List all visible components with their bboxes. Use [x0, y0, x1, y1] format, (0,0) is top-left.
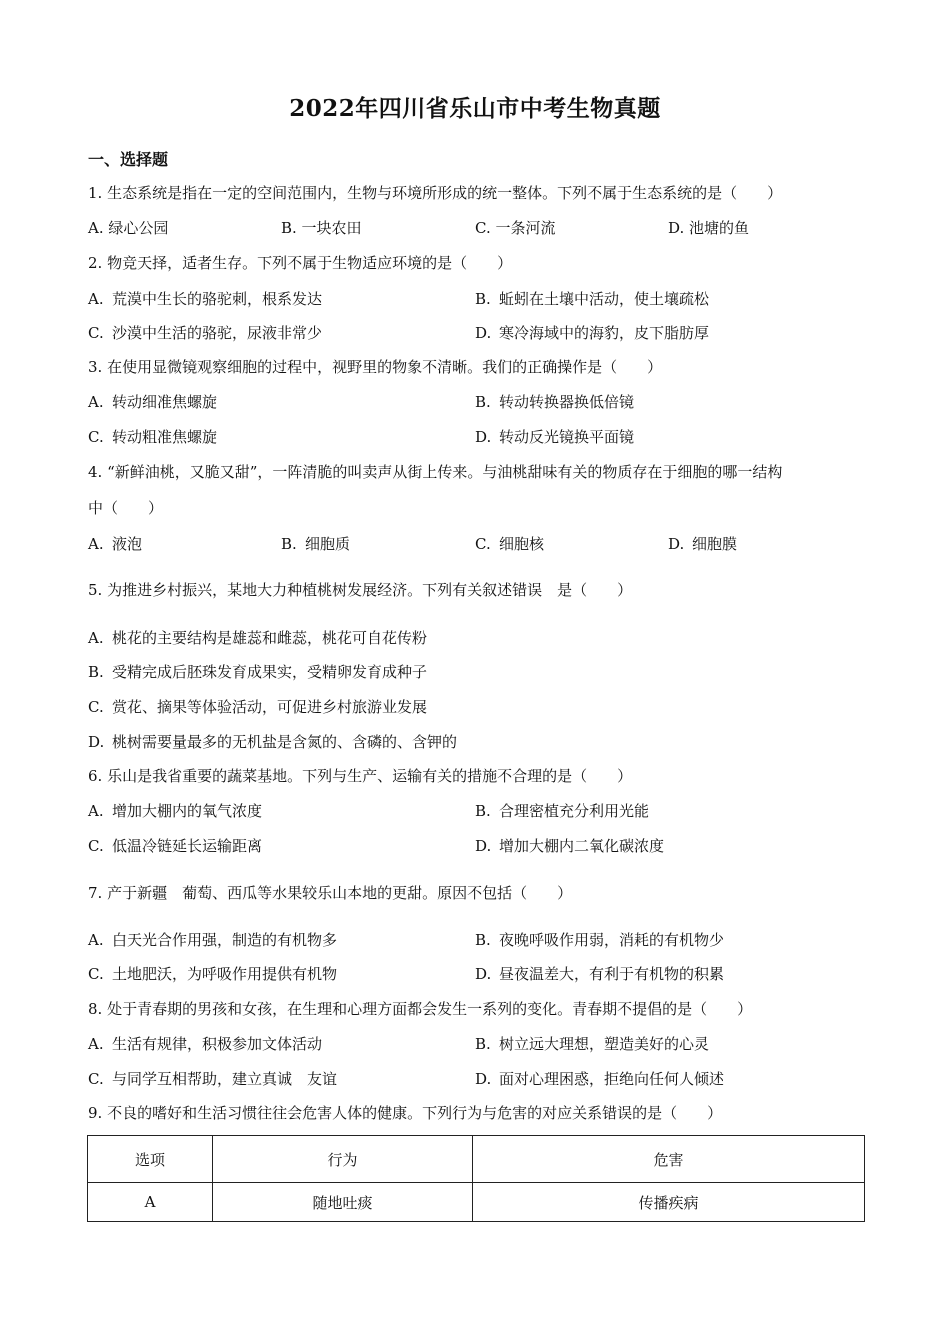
option-text: 细胞核	[499, 535, 545, 553]
q4-option-d	[668, 534, 737, 554]
q8-option-c	[88, 1069, 337, 1089]
q2-option-a	[88, 289, 322, 309]
option-label: C.	[88, 698, 104, 716]
option-text: 与同学互相帮助，建立真诚 友谊	[112, 1070, 338, 1088]
option-text: 转动反光镜换平面镜	[499, 428, 635, 446]
option-label: D.	[475, 837, 492, 855]
q4-option-b	[281, 534, 350, 554]
q7-option-c	[88, 964, 337, 984]
option-label: C.	[475, 535, 491, 553]
option-text: 夜晚呼吸作用弱，消耗的有机物少	[499, 931, 725, 949]
option-text: 增加大棚内的氧气浓度	[112, 802, 263, 820]
q5-option-a	[88, 628, 427, 648]
option-label: B.	[475, 393, 491, 411]
q8-option-a	[88, 1034, 322, 1054]
option-text: 昼夜温差大，有利于有机物的积累	[499, 965, 725, 983]
question-9-stem: 9. 不良的嗜好和生活习惯往往会危害人体的健康。下列行为与危害的对应关系错误的是（ ）	[88, 1104, 723, 1122]
option-text: 转动粗准焦螺旋	[112, 428, 218, 446]
q8-option-d	[475, 1069, 724, 1089]
option-label: C.	[88, 428, 104, 446]
option-label: D.	[475, 965, 492, 983]
q2-option-d	[475, 323, 709, 343]
option-label: B.	[475, 931, 491, 949]
option-label: D.	[88, 733, 105, 751]
q5-option-d	[88, 732, 457, 752]
q7-option-a	[88, 930, 337, 950]
question-1-stem: 1. 生态系统是指在一定的空间范围内，生物与环境所形成的统一整体。下列不属于生态系统的是（ ）	[88, 184, 783, 202]
q6-option-d	[475, 836, 664, 856]
option-text: 寒冷海域中的海豹，皮下脂肪厚	[499, 324, 710, 342]
q3-option-d	[475, 427, 634, 447]
option-label: B.	[475, 802, 491, 820]
table-cell: A	[88, 1183, 213, 1222]
option-text: 荒漠中生长的骆驼刺，根系发达	[112, 290, 323, 308]
table-row	[88, 1183, 865, 1222]
option-text: 液泡	[112, 535, 143, 553]
option-text: 树立远大理想，塑造美好的心灵	[499, 1035, 710, 1053]
option-label: B.	[88, 663, 104, 681]
q3-option-b	[475, 392, 634, 412]
option-text: 合理密植充分利用光能	[499, 802, 650, 820]
option-text: 面对心理困惑，拒绝向任何人倾述	[499, 1070, 725, 1088]
option-text: 土地肥沃，为呼吸作用提供有机物	[112, 965, 338, 983]
q1-option-a: A. 绿心公园	[88, 219, 169, 237]
q6-option-c	[88, 836, 262, 856]
question-2-stem: 2. 物竞天择，适者生存。下列不属于生物适应环境的是（ ）	[88, 254, 513, 272]
option-label: A.	[88, 802, 104, 820]
option-label: C.	[88, 965, 104, 983]
section-heading: 一、选择题	[88, 150, 169, 169]
q6-option-b	[475, 801, 649, 821]
q3-option-c	[88, 427, 217, 447]
option-text: 增加大棚内二氧化碳浓度	[499, 837, 665, 855]
q2-option-c	[88, 323, 322, 343]
option-label: A.	[88, 629, 104, 647]
table-header-cell: 选项	[88, 1136, 213, 1183]
q7-option-b	[475, 930, 724, 950]
option-text: 蚯蚓在土壤中活动，使土壤疏松	[499, 290, 710, 308]
option-label: B.	[475, 290, 491, 308]
option-label: A.	[88, 393, 104, 411]
q4-option-a	[88, 534, 142, 554]
table-header-cell: 危害	[473, 1136, 865, 1183]
option-text: 细胞膜	[692, 535, 738, 553]
option-text: 沙漠中生活的骆驼，尿液非常少	[112, 324, 323, 342]
option-label: C.	[88, 324, 104, 342]
option-label: D.	[668, 535, 685, 553]
option-text: 桃树需要量最多的无机盐是含氮的、含磷的、含钾的	[112, 733, 458, 751]
q4-option-c	[475, 534, 544, 554]
q1-option-d: D. 池塘的鱼	[668, 219, 750, 237]
option-label: C.	[88, 1070, 104, 1088]
option-text: 赏花、摘果等体验活动，可促进乡村旅游业发展	[112, 698, 428, 716]
document-title: 2022年四川省乐山市中考生物真题	[289, 95, 661, 122]
q3-option-a	[88, 392, 217, 412]
question-5-stem: 5. 为推进乡村振兴，某地大力种植桃树发展经济。下列有关叙述错误 是（ ）	[88, 581, 633, 599]
option-label: D.	[475, 428, 492, 446]
option-text: 生活有规律，积极参加文体活动	[112, 1035, 323, 1053]
q7-option-d	[475, 964, 724, 984]
option-label: D.	[475, 1070, 492, 1088]
question-7-stem: 7. 产于新疆 葡萄、西瓜等水果较乐山本地的更甜。原因不包括（ ）	[88, 884, 573, 902]
q6-option-a	[88, 801, 262, 821]
option-text: 细胞质	[305, 535, 351, 553]
question-8-stem: 8. 处于青春期的男孩和女孩，在生理和心理方面都会发生一系列的变化。青春期不提倡的是（ ）	[88, 1000, 753, 1018]
question-4-stem-line-2: 中（ ）	[88, 499, 164, 517]
option-text: 桃花的主要结构是雄蕊和雌蕊，桃花可自花传粉	[112, 629, 428, 647]
table-cell: 传播疾病	[473, 1183, 865, 1222]
option-label: B.	[475, 1035, 491, 1053]
q5-option-b	[88, 662, 427, 682]
option-label: A.	[88, 1035, 104, 1053]
question-6-stem: 6. 乐山是我省重要的蔬菜基地。下列与生产、运输有关的措施不合理的是（ ）	[88, 767, 633, 785]
option-text: 低温冷链延长运输距离	[112, 837, 263, 855]
option-label: A.	[88, 290, 104, 308]
option-text: 转动细准焦螺旋	[112, 393, 218, 411]
question-3-stem: 3. 在使用显微镜观察细胞的过程中，视野里的物象不清晰。我们的正确操作是（ ）	[88, 358, 663, 376]
option-label: D.	[475, 324, 492, 342]
option-label: A.	[88, 535, 104, 553]
q1-option-b: B. 一块农田	[281, 219, 362, 237]
table-cell: 随地吐痰	[213, 1183, 473, 1222]
q5-option-c	[88, 697, 427, 717]
option-text: 白天光合作用强，制造的有机物多	[112, 931, 338, 949]
table-header-row	[88, 1136, 865, 1183]
table-header-cell: 行为	[213, 1136, 473, 1183]
q8-option-b	[475, 1034, 709, 1054]
q9-table	[87, 1135, 865, 1222]
option-text: 受精完成后胚珠发育成果实，受精卵发育成种子	[112, 663, 428, 681]
option-label: A.	[88, 931, 104, 949]
option-label: B.	[281, 535, 297, 553]
q2-option-b	[475, 289, 709, 309]
q1-option-c: C. 一条河流	[475, 219, 556, 237]
option-label: C.	[88, 837, 104, 855]
question-4-stem-line-1: 4. “新鲜油桃，又脆又甜”，一阵清脆的叫卖声从街上传来。与油桃甜味有关的物质存在于细胞的哪一结构	[88, 463, 783, 481]
option-text: 转动转换器换低倍镜	[499, 393, 635, 411]
